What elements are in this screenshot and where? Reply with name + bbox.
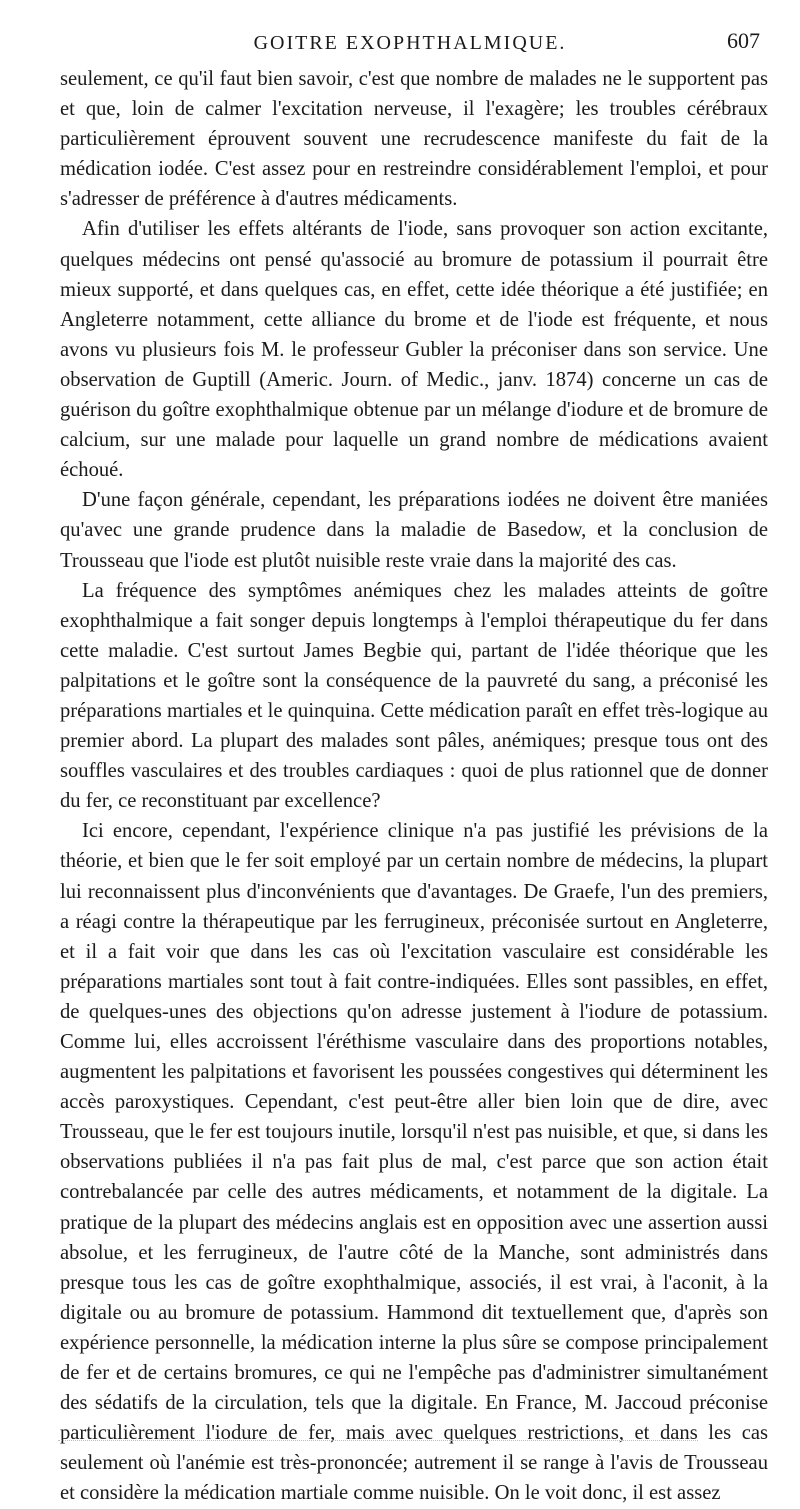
paragraph: Ici encore, cependant, l'expérience clinique n'a pas justifié les prévisions de la théorie, et bien que le fer soit employé par un certain nombre de médecins, la plupart lui reconnaissent plus d'inconvénients que d'avantages. De Graefe, l'un des premiers, a réagi contre la thérapeutique par les ferrugineux, préconisée surtout en Angleterre, et il a fait voir que dans les cas où l'excitation vasculaire est considérable les préparations martiales sont tout à fait contre-indiquées. Elles sont passibles, en effet, de quelques-unes des objections qu'on adresse justement à l'iodure de potassium. Comme lui, elles accroissent l'éréthisme vasculaire dans des proportions notables, augmentent les palpitations et favorisent les poussées congestives qui déterminent les accès paroxystiques. Cependant, c'est peut-être aller bien loin que de dire, avec Trousseau, que le fer est toujours inutile, lorsqu'il n'est pas nuisible, et que, si dans les observations publiées il n'a pas fait plus de mal, c'est parce que son action était contrebalancée par celle des autres médicaments, et notamment de la digitale. La pratique de la plupart des médecins anglais est en opposition avec une assertion aussi absolue, et les ferrugineux, de l'autre côté de la Manche, sont administrés dans presque tous les cas de goître exophthalmique, associés, il est vrai, à l'aconit, à la digitale ou au bromure de potassium. Hammond dit textuellement que, d'après son expérience personnelle, la médication interne la plus sûre se compose principalement de fer et de certains bromures, ce qui ne l'empêche pas d'administrer simultanément des sédatifs de la circulation, tels que la digitale. En France, M. Jaccoud préconise particulièrement l'iodure de fer, mais avec quelques restrictions, et dans les cas seulement où l'anémie est très-prononcée; autrement il se range à l'avis de Trousseau et considère la médication martiale comme nuisible. On le voit donc, il est assez [60,820,768,1505]
paragraph: D'une façon générale, cependant, les préparations iodées ne doivent être maniées qu'avec une grande prudence dans la maladie de Basedow, et la conclusion de Trousseau que l'iode est plutôt nuisible reste vraie dans la majorité des cas. [60,489,768,572]
page-number: 607 [727,28,760,53]
footer-divider [58,1440,698,1442]
running-title: GOITRE EXOPHTHALMIQUE. [253,32,567,54]
page-header [60,28,760,60]
body-text [60,64,768,1509]
paragraph: seulement, ce qu'il faut bien savoir, c'est que nombre de malades ne le supportent pas et que, loin de calmer l'excitation nerveuse, il l'exagère; les troubles cérébraux particulièrement éprouvent souvent une recrudescence manifeste du fait de la médication iodée. C'est assez pour en restreindre considérablement l'emploi, et pour s'adresser de préférence à d'autres médicaments. [60,68,768,211]
paragraph: Afin d'utiliser les effets altérants de l'iode, sans provoquer son action excitante, quelques médecins ont pensé qu'associé au bromure de potassium il pourrait être mieux supporté, et dans quelques cas, en effet, cette idée théorique a été justifiée; en Angleterre notamment, cette alliance du brome et de l'iode est fréquente, et nous avons vu plusieurs fois M. le professeur Gubler la préconiser dans son service. Une observation de Guptill (Americ. Journ. of Medic., janv. 1874) concerne un cas de guérison du goître exophthalmique obtenue par un mélange d'iodure et de bromure de calcium, sur une malade pour laquelle un grand nombre de médications avaient échoué. [60,218,768,482]
paragraph: La fréquence des symptômes anémiques chez les malades atteints de goître exophthalmique a fait songer depuis longtemps à l'emploi thérapeutique du fer dans cette maladie. C'est surtout James Begbie qui, partant de l'idée théorique que les palpitations et le goître sont la conséquence de la pauvreté du sang, a préconisé les préparations martiales et le quinquina. Cette médication paraît en effet très-logique au premier abord. La plupart des malades sont pâles, anémiques; presque tous ont des souffles vasculaires et des troubles cardiaques : quoi de plus rationnel que de donner du fer, ce reconstituant par excellence? [60,579,768,813]
